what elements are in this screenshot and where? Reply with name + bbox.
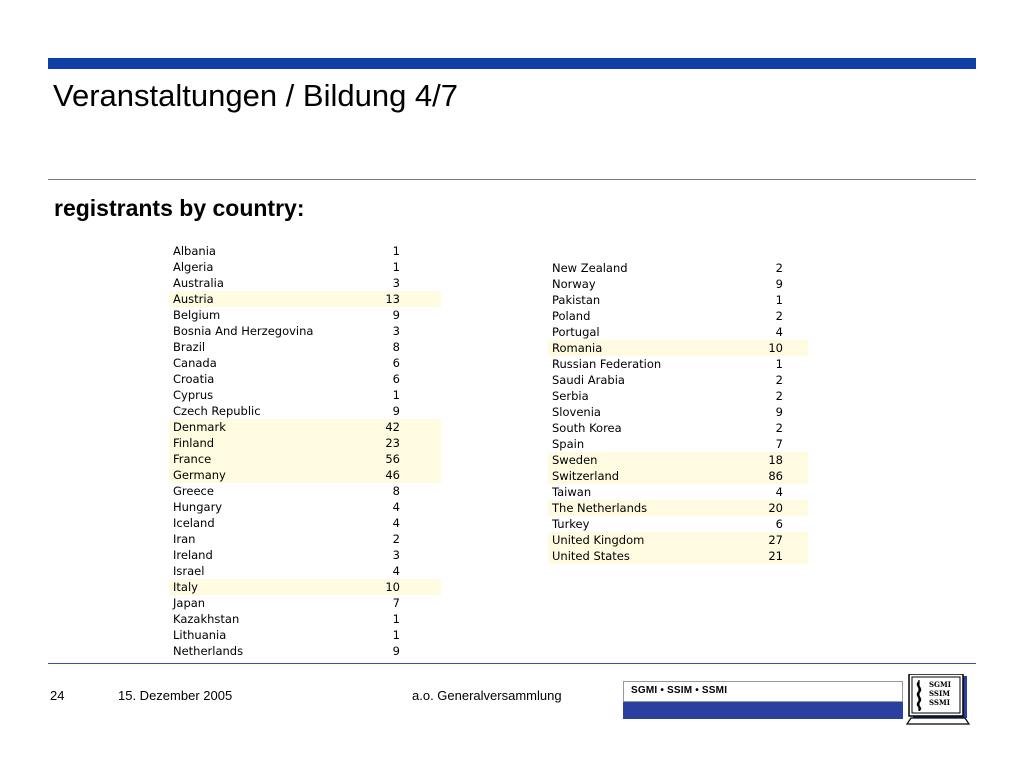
emblem-line-1: SGMI (929, 680, 952, 689)
table-row (169, 611, 441, 627)
table-row (548, 532, 808, 548)
country-name: Russian Federation (552, 357, 662, 371)
table-row (169, 531, 441, 547)
table-row (548, 420, 808, 436)
country-name: Switzerland (552, 469, 620, 483)
table-row (169, 419, 441, 435)
table-row (548, 388, 808, 404)
country-name: Croatia (173, 372, 215, 386)
table-row (548, 372, 808, 388)
table-row (169, 307, 441, 323)
table-row (169, 483, 441, 499)
table-row (548, 548, 808, 564)
registrant-count: 6 (392, 356, 400, 370)
table-row (169, 547, 441, 563)
society-logo-banner (623, 681, 903, 719)
country-name: Taiwan (552, 485, 592, 499)
country-name: United Kingdom (552, 533, 645, 547)
table-row (169, 627, 441, 643)
registrant-count: 4 (775, 325, 783, 339)
registrant-count: 10 (768, 341, 783, 355)
registrant-count: 2 (775, 373, 783, 387)
table-row (548, 292, 808, 308)
logo-banner-text: SGMI • SSIM • SSMI (631, 685, 728, 696)
registrant-count: 86 (768, 469, 783, 483)
table-row (169, 595, 441, 611)
registrant-count: 2 (775, 261, 783, 275)
country-name: Pakistan (552, 293, 601, 307)
registrant-count: 4 (775, 485, 783, 499)
emblem-line-3: SSMI (929, 698, 950, 707)
registrant-count: 3 (392, 548, 400, 562)
table-row (548, 324, 808, 340)
registrants-table-right (548, 260, 808, 564)
registrant-count: 9 (392, 644, 400, 658)
country-name: Algeria (173, 260, 214, 274)
registrant-count: 9 (775, 405, 783, 419)
country-name: The Netherlands (552, 501, 648, 515)
table-row (548, 260, 808, 276)
registrant-count: 56 (385, 452, 400, 466)
registrant-count: 10 (385, 580, 400, 594)
registrant-count: 42 (385, 420, 400, 434)
table-row (169, 515, 441, 531)
table-row (169, 323, 441, 339)
registrant-count: 46 (385, 468, 400, 482)
country-name: Austria (173, 292, 214, 306)
table-row (548, 484, 808, 500)
country-name: South Korea (552, 421, 622, 435)
country-name: New Zealand (552, 261, 628, 275)
table-row (169, 451, 441, 467)
country-name: Greece (173, 484, 214, 498)
table-row (169, 275, 441, 291)
country-name: Turkey (552, 517, 590, 531)
title-divider (48, 179, 976, 180)
country-name: Belgium (173, 308, 221, 322)
registrant-count: 4 (392, 500, 400, 514)
country-name: Denmark (173, 420, 226, 434)
table-row (169, 643, 441, 659)
registrants-table-left (169, 243, 441, 659)
table-row (169, 339, 441, 355)
table-row (548, 500, 808, 516)
country-name: Finland (173, 436, 215, 450)
table-row (548, 356, 808, 372)
table-row (548, 516, 808, 532)
country-name: Iceland (173, 516, 215, 530)
registrant-count: 1 (392, 388, 400, 402)
country-name: Serbia (552, 389, 589, 403)
table-row (548, 404, 808, 420)
country-name: Israel (173, 564, 205, 578)
registrant-count: 8 (392, 340, 400, 354)
footer-event: a.o. Generalversammlung (412, 688, 562, 703)
country-name: Sweden (552, 453, 598, 467)
registrant-count: 2 (775, 421, 783, 435)
top-accent-bar (48, 58, 976, 69)
country-name: Ireland (173, 548, 213, 562)
table-row (548, 452, 808, 468)
country-name: Iran (173, 532, 196, 546)
table-row (548, 468, 808, 484)
registrant-count: 1 (392, 612, 400, 626)
registrant-count: 8 (392, 484, 400, 498)
country-name: Poland (552, 309, 591, 323)
country-name: Australia (173, 276, 224, 290)
table-row (169, 371, 441, 387)
registrant-count: 4 (392, 564, 400, 578)
country-name: Portugal (552, 325, 600, 339)
country-name: Canada (173, 356, 217, 370)
registrant-count: 9 (392, 308, 400, 322)
country-name: United States (552, 549, 630, 563)
country-name: Brazil (173, 340, 206, 354)
footer-date: 15. Dezember 2005 (118, 688, 233, 703)
country-name: Albania (173, 244, 216, 258)
table-row (169, 355, 441, 371)
table-row (169, 467, 441, 483)
registrant-count: 23 (385, 436, 400, 450)
society-emblem-icon (905, 674, 975, 728)
emblem-line-2: SSIM (929, 689, 950, 698)
table-row (169, 435, 441, 451)
registrant-count: 7 (392, 596, 400, 610)
country-name: Saudi Arabia (552, 373, 625, 387)
table-row (169, 387, 441, 403)
table-row (548, 340, 808, 356)
country-name: Bosnia And Herzegovina (173, 324, 314, 338)
registrant-count: 1 (392, 628, 400, 642)
registrant-count: 2 (392, 532, 400, 546)
country-name: Spain (552, 437, 585, 451)
country-name: Italy (173, 580, 198, 594)
registrant-count: 9 (392, 404, 400, 418)
table-row (169, 291, 441, 307)
registrant-count: 27 (768, 533, 783, 547)
registrant-count: 3 (392, 276, 400, 290)
registrant-count: 1 (775, 357, 783, 371)
registrant-count: 2 (775, 389, 783, 403)
country-name: Germany (173, 468, 226, 482)
country-name: Netherlands (173, 644, 244, 658)
logo-banner-blue-stripe (623, 702, 903, 719)
slide-title: Veranstaltungen / Bildung 4/7 (53, 78, 459, 113)
table-row (169, 579, 441, 595)
registrant-count: 1 (775, 293, 783, 307)
footer-divider (48, 663, 976, 664)
country-name: Czech Republic (173, 404, 261, 418)
registrant-count: 18 (768, 453, 783, 467)
registrant-count: 1 (392, 260, 400, 274)
registrant-count: 2 (775, 309, 783, 323)
country-name: Kazakhstan (173, 612, 240, 626)
country-name: Norway (552, 277, 596, 291)
registrant-count: 6 (775, 517, 783, 531)
registrant-count: 1 (392, 244, 400, 258)
table-row (169, 259, 441, 275)
registrant-count: 7 (775, 437, 783, 451)
table-row (169, 243, 441, 259)
table-row (548, 436, 808, 452)
country-name: Japan (173, 596, 206, 610)
registrant-count: 20 (768, 501, 783, 515)
table-row (169, 563, 441, 579)
registrant-count: 3 (392, 324, 400, 338)
country-name: Hungary (173, 500, 223, 514)
registrant-count: 13 (385, 292, 400, 306)
registrant-count: 4 (392, 516, 400, 530)
country-name: Lithuania (173, 628, 227, 642)
table-row (548, 308, 808, 324)
table-row (169, 403, 441, 419)
table-row (548, 276, 808, 292)
registrant-count: 6 (392, 372, 400, 386)
slide-subtitle: registrants by country: (54, 195, 305, 221)
country-name: Slovenia (552, 405, 601, 419)
page-number: 24 (50, 688, 65, 703)
registrant-count: 21 (768, 549, 783, 563)
registrant-count: 9 (775, 277, 783, 291)
country-name: Romania (552, 341, 603, 355)
table-row (169, 499, 441, 515)
country-name: Cyprus (173, 388, 214, 402)
country-name: France (173, 452, 212, 466)
